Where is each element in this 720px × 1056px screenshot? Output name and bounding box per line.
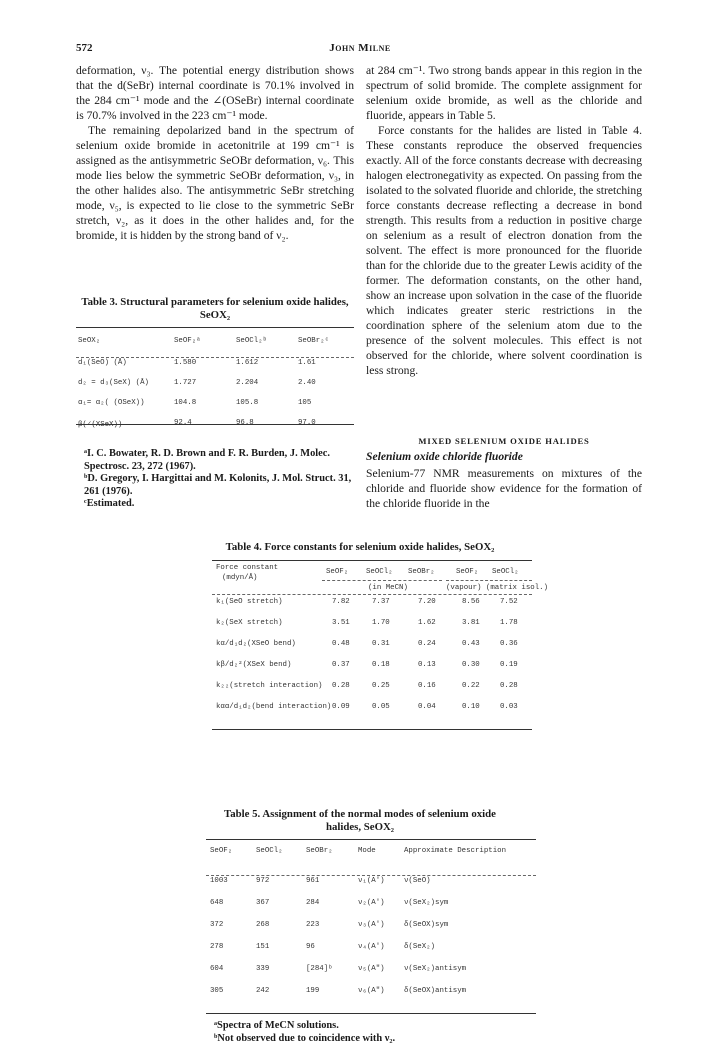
table-row [78,419,352,439]
table3-caption: Table 3. Structural parameters for selenium oxide halides, SeOX₂ [81,296,349,321]
table-cell: 0.05 [372,703,390,711]
right-paragraph-3: Selenium-77 NMR measurements on mixtures of the chloride and fluoride show evidence for the formation of the chloride fluoride in the [366,467,642,510]
table-cell: 7.52 [500,598,518,606]
table-cell: kαα/d₁d₂(bend interaction) [216,703,332,711]
table-cell: d₂ = d₃(SeX) (Å) [78,379,149,387]
table-cell: 972 [256,877,270,885]
table-cell: 1003 [210,877,228,885]
table-cell: 367 [256,899,270,907]
table3-header-cell: SeOBr₂ᶜ [298,337,330,345]
table4-group1-rule [322,580,442,581]
table-cell: k₁(SeO stretch) [216,598,283,606]
left-paragraph-2: The remaining depolarized band in the spectrum of selenium oxide bromide in acetonitrile at 199 cm⁻¹ is assigned as the antisymmetric SeOBr deformation, ν₆. This mode lies below the symmetric SeOBr deformation, ν₃, in the other halides also. The antisymmetric SeBr stretching mode, ν₅, is expected to lie close to the symmetric SeBr stretch, ν₂, as it does in the other halides and, for the bromide, it is hidden by the strong band of ν₂. [76,124,354,242]
table5-header-rule [206,875,536,876]
table-cell: 2.40 [298,379,316,387]
table-cell: 8.56 [462,598,480,606]
table4-col-header: SeOCl₂ [492,568,519,576]
table-cell: 0.48 [332,640,350,648]
table-cell: 1.580 [174,359,197,367]
table3-footnote-b: ᵇD. Gregory, I. Hargittai and M. Kolonits, J. Mol. Struct. 31, 261 (1976). [84,473,352,497]
table-cell: 1.70 [372,619,390,627]
table4-group2-label: (vapour) (matrix isol.) [446,584,549,592]
table-cell: 0.24 [418,640,436,648]
table-row [216,703,518,724]
table-cell: 1.62 [418,619,436,627]
table3-header-cell: SeOCl₂ᵇ [236,337,268,345]
table-cell: k₂₂(stretch interaction) [216,682,323,690]
table-cell: k₂(SeX stretch) [216,619,283,627]
table-cell: 7.37 [372,598,390,606]
table-cell: 0.36 [500,640,518,648]
table-cell: 284 [306,899,320,907]
table4-header-rule [212,594,532,595]
table5-caption-line2: halides, SeOX₂ [325,821,395,833]
table-cell: [284]ᵇ [306,965,333,973]
table-cell: β(∠(XSeX)) [78,421,123,429]
table4-col-header: SeOCl₂ [366,568,393,576]
table-cell: 1.612 [236,359,259,367]
table-cell: ν(SeO) [404,877,431,885]
table4-col-header: SeOF₂ [326,568,349,576]
table5-header-cell: SeOCl₂ [256,847,283,855]
table4-bottom-rule [212,729,532,730]
table-cell: ν₆(A″) [358,987,385,995]
table5-footnote-a: ᵃSpectra of MeCN solutions. [214,1020,339,1031]
table-cell: 96 [306,943,315,951]
table5-header-cell: Approximate Description [404,847,507,855]
table-cell: 278 [210,943,224,951]
table-cell: δ(SeX₂) [404,943,436,951]
left-column-text [76,63,354,243]
table3-header-cell: SeOX₂ [78,337,101,345]
table-cell: δ(SeOX)sym [404,921,449,929]
left-paragraph-1: deformation, ν₃. The potential energy distribution shows that the d(SeBr) internal coordinate is 70.1% involved in the 284 cm⁻¹ mode and the ∠(OSeBr) internal coordinate is 70.7% involved in the 223 cm⁻¹ mode. [76,64,354,122]
table-cell: 97.0 [298,419,316,427]
table-cell: 1.78 [500,619,518,627]
table-cell: 0.25 [372,682,390,690]
table-row [78,399,352,419]
table3-bottom-rule [76,424,354,425]
table-cell: 372 [210,921,224,929]
table-cell: ν₅(A″) [358,965,385,973]
table3-footnote-c: ᶜEstimated. [84,498,135,509]
table-row [216,598,518,619]
table-cell: ν₃(A′) [358,921,385,929]
table-cell: 3.51 [332,619,350,627]
table-cell: ν(SeX₂)antisym [404,965,467,973]
table-cell: 151 [256,943,270,951]
table-cell: 0.19 [500,661,518,669]
table-row [216,619,518,640]
table4-caption: Table 4. Force constants for selenium oxide halides, SeOX₂ [225,541,495,553]
table-cell: 0.43 [462,640,480,648]
table-cell: ν(SeX₂)sym [404,899,449,907]
table-row [210,943,506,965]
table-cell: 242 [256,987,270,995]
table-cell: 1.61 [298,359,316,367]
table5 [210,847,506,1009]
table4-top-rule [212,560,532,561]
table-cell: 2.204 [236,379,259,387]
table4-header-unit: (mdyn/Å) [222,574,258,582]
table-cell: 305 [210,987,224,995]
table-cell: 104.8 [174,399,197,407]
table-cell: 604 [210,965,224,973]
table5-footnote-b: ᵇNot observed due to coincidence with ν₂. [214,1032,396,1044]
page-number: 572 [76,42,93,54]
table-cell: ν₂(A′) [358,899,385,907]
table4 [216,598,518,724]
table-cell: 105 [298,399,312,407]
table-row [210,987,506,1009]
table-cell: 92.4 [174,419,192,427]
table-cell: 96.8 [236,419,254,427]
table-cell: d₁(SeO) (Å) [78,359,127,367]
subsection-heading: Selenium oxide chloride fluoride [366,450,523,463]
right-paragraph-1: at 284 cm⁻¹. Two strong bands appear in this region in the spectrum of solid bromide. The complete assignment for selenium oxide bromide, as well as the chloride and fluoride, appears in Table 5. [366,64,642,122]
table-cell: 0.04 [418,703,436,711]
table-cell: 7.82 [332,598,350,606]
table3-header-rule [76,357,354,358]
table-row [210,877,506,899]
table5-footnotes [214,1020,395,1045]
table-row [210,899,506,921]
table4-group2-rule [446,580,532,581]
table-cell: 199 [306,987,320,995]
table-cell: 1.727 [174,379,197,387]
table5-header-cell: Mode [358,847,376,855]
table3-header-row [78,337,352,359]
table-cell: 0.22 [462,682,480,690]
table-cell: 339 [256,965,270,973]
running-head: John Milne [329,42,391,54]
table5-header-cell: SeOBr₂ [306,847,333,855]
table5-caption-line1: Table 5. Assignment of the normal modes of selenium oxide [224,808,496,820]
table-cell: 3.81 [462,619,480,627]
table-cell: kβ/d₂²(XSeX bend) [216,661,292,669]
table-cell: 105.8 [236,399,259,407]
table-cell: δ(SeOX)antisym [404,987,467,995]
table3-footnote-a: ᵃI. C. Bowater, R. D. Brown and F. R. Burden, J. Molec. Spectrosc. 23, 272 (1967). [84,448,330,472]
table3-top-rule [76,327,354,328]
table4-group1-label: (in MeCN) [368,584,408,592]
table-cell: 0.31 [372,640,390,648]
table-cell: 0.18 [372,661,390,669]
table-cell: ν₁(A′) [358,877,385,885]
table-cell: 0.28 [500,682,518,690]
table-cell: 0.13 [418,661,436,669]
table-cell: ν₄(A′) [358,943,385,951]
table5-header-cell: SeOF₂ [210,847,233,855]
table-cell: 961 [306,877,320,885]
table-cell: 0.16 [418,682,436,690]
table-cell: 0.30 [462,661,480,669]
table3-header-cell: SeOF₂ᵃ [174,337,201,345]
table3-footnotes [76,448,354,511]
table-cell: α₁= α₂( (OSeX)) [78,399,145,407]
section-heading: MIXED SELENIUM OXIDE HALIDES [418,436,590,446]
right-column-text [366,63,642,378]
table-cell: 268 [256,921,270,929]
table-cell: 0.37 [332,661,350,669]
table-row [216,640,518,661]
table4-col-header: SeOBr₂ [408,568,435,576]
table-cell: 0.28 [332,682,350,690]
table5-bottom-rule [206,1013,536,1014]
table4-col-header: SeOF₂ [456,568,479,576]
table5-top-rule [206,839,536,840]
right-paragraph-2: Force constants for the halides are listed in Table 4. These constants reproduce the observed frequencies exactly. All of the force constants decrease with decreasing halogen electronegativity as expected. On passing from the isolated to the solvated fluoride and chloride, the stretching force constants decrease reflecting a decrease in bond strength. This results from a reduction in positive charge on selenium as a result of electron donation from the solvent. The effect is more pronounced for the fluoride than for the chloride due to the greater Lewis acidity of the former. The deformation constants, on the other hand, show an increase upon solvation in the case of the fluoride which indicates greater steric restrictions in the coordination sphere of the selenium atom due to the presence of the solvent molecules. This effect is not observed for the chloride, where solvent coordination is less strong. [366,124,642,377]
table-cell: 0.10 [462,703,480,711]
table-row [210,921,506,943]
table-cell: 0.03 [500,703,518,711]
table-row [216,682,518,703]
table-cell: 7.20 [418,598,436,606]
table-row [210,965,506,987]
table-row [216,661,518,682]
table5-header-row [210,847,506,877]
table-cell: 648 [210,899,224,907]
table-row [78,379,352,399]
table-row [78,359,352,379]
table-cell: 0.09 [332,703,350,711]
table4-header-label: Force constant [216,564,279,572]
table-cell: kα/d₁d₂(XSeO bend) [216,640,296,648]
table-cell: 223 [306,921,320,929]
